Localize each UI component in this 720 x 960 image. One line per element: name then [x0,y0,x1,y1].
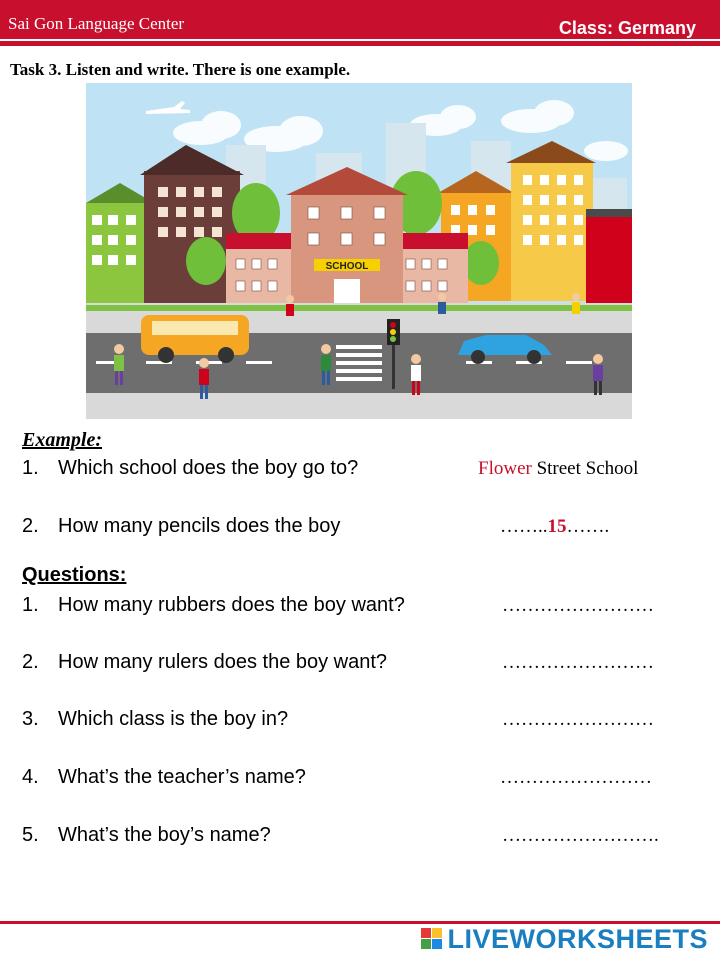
answer-blank-4[interactable]: …………………… [500,767,652,788]
task-title: Task 3. Listen and write. There is one example. [10,60,351,79]
question-4 [22,766,306,789]
example-answer-2 [500,516,609,538]
question-2 [22,651,387,674]
question-number: 2. [22,651,39,673]
question-5 [22,824,271,847]
example-question-text: Which school does the boy go to? [58,457,359,479]
header-divider [0,39,720,41]
school-sign-text: SCHOOL [325,261,369,272]
question-text: Which class is the boy in? [58,708,289,730]
example-question-text: How many pencils does the boy [58,515,341,537]
liveworksheets-brand: LIVEWORKSHEETS [447,923,708,954]
answer-rest: Street School [531,458,639,479]
question-text: How many rubbers does the boy want? [58,594,405,616]
center-name: Sai Gon Language Center [8,14,185,33]
example-question-2 [22,515,340,538]
answer-blank-3[interactable]: …………………… [502,709,654,730]
example-answer-1 [478,458,638,480]
liveworksheets-logo [421,924,708,954]
answer-value: 15 [547,516,567,537]
question-text: What’s the boy’s name? [58,824,271,846]
question-1 [22,594,405,617]
question-number: 1. [22,594,39,616]
example-number: 2. [22,515,39,537]
question-text: What’s the teacher’s name? [58,766,306,788]
liveworksheets-icon [421,928,443,950]
question-text: How many rulers does the boy want? [58,651,388,673]
example-number: 1. [22,457,39,479]
header-bar [0,0,720,46]
question-number: 3. [22,708,39,730]
question-3 [22,708,288,731]
answer-dots-after: ……. [566,516,610,537]
question-number: 4. [22,766,39,788]
answer-dots-before: …….. [500,516,548,537]
questions-heading: Questions: [22,564,127,586]
example-heading: Example: [22,429,102,451]
answer-highlight: Flower [478,458,532,479]
example-question-1 [22,457,358,480]
answer-blank-5[interactable]: ……………………. [502,825,659,846]
question-number: 5. [22,824,39,846]
city-school-illustration [86,83,632,419]
class-label: Class: Germany [558,18,696,38]
answer-blank-2[interactable]: …………………… [502,652,654,673]
answer-blank-1[interactable]: …………………… [502,595,654,616]
